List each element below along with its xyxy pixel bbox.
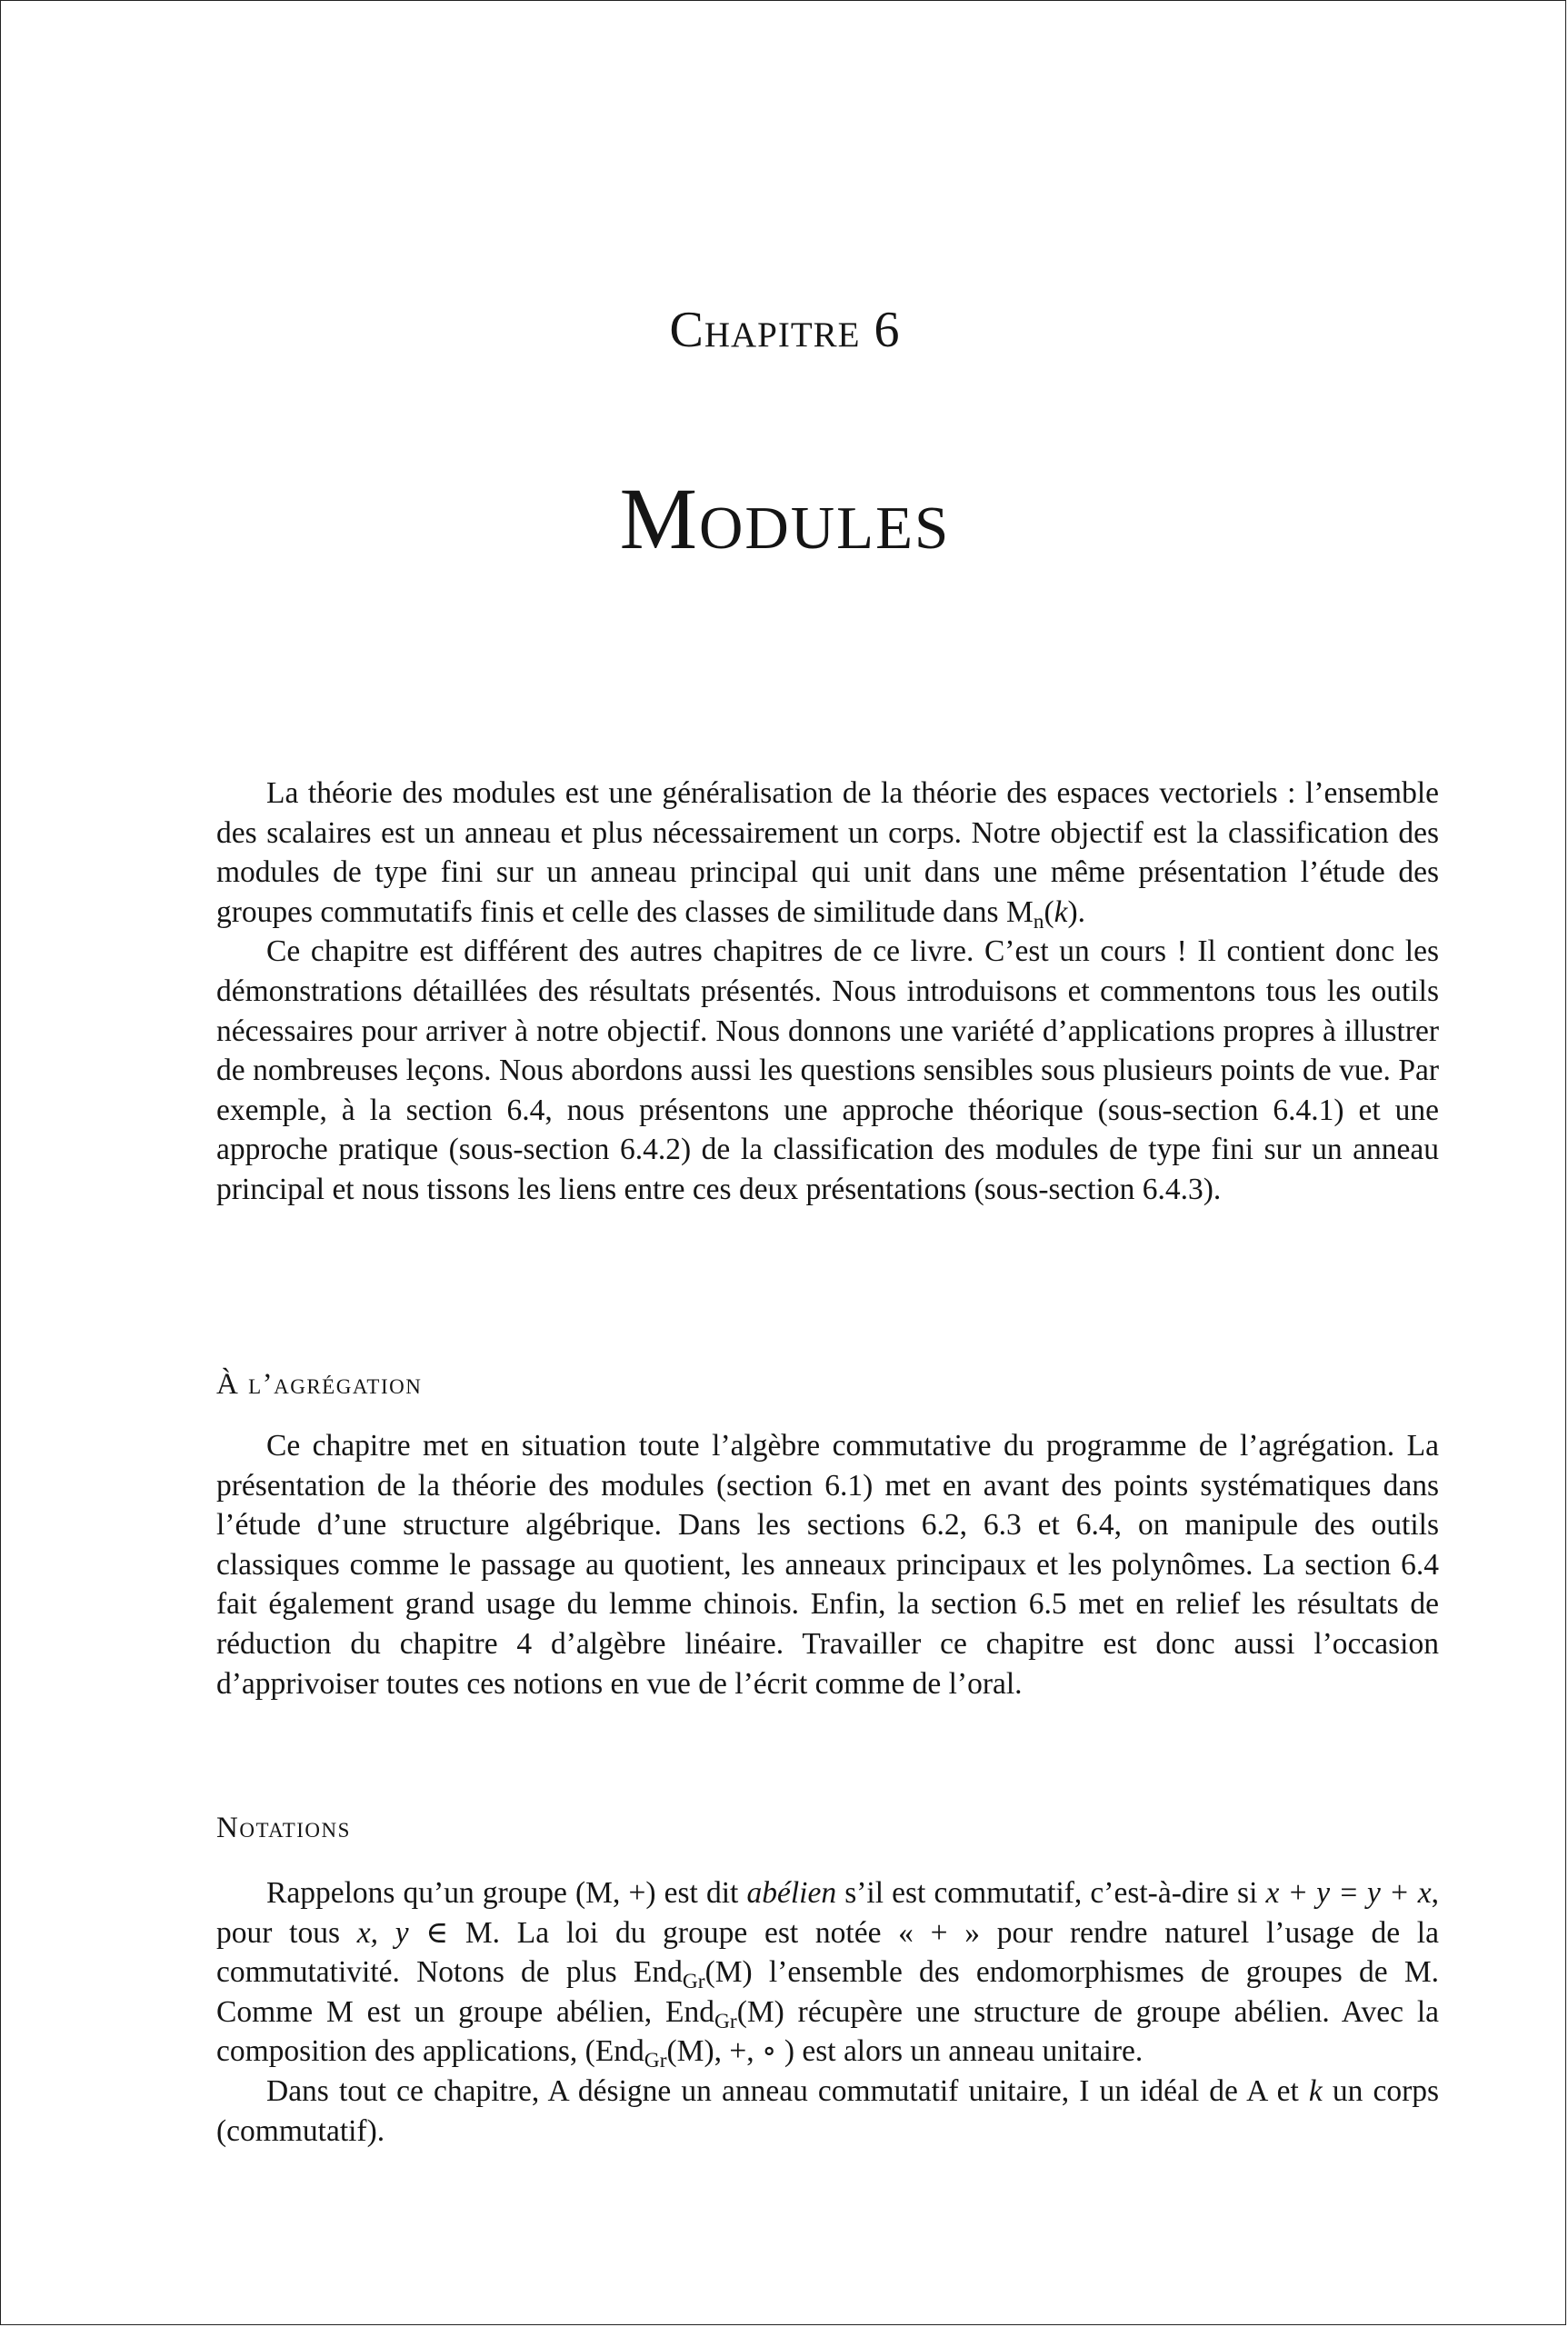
intro-paragraph-1: La théorie des modules est une généralisation de la théorie des espaces vectoriels : l’ensemble des scalaires est un anneau et plus nécessairement un corps. Notre objectif est la classification des modules de type fini sur un anneau principal qui unit dans une même présentation l’étude des groupes commutatifs finis et celle des classes de similitude dans $M_n(k)$. [216,776,1439,934]
notations-paragraph-2: Dans tout ce chapitre, A désigne un anneau commutatif unitaire, I un idéal de A et k un corps (commutatif). [216,2073,1440,2148]
chapter-title: Modules [619,470,951,567]
intro-section [216,774,1439,1210]
agregation-section [216,1426,1439,1703]
notations-section [216,1873,1439,2151]
notations-paragraph-1: Rappelons qu’un groupe (M, +) est dit abélien s’il est commutatif, c’est-à-dire si x + y = y + x, pour tous x, y ∈ M. La loi du groupe est notée « + » pour rendre naturel l’usage de la commutativité. Notons de plus End$_{Gr}$(M) l’ensemble des endomorphismes de groupes de M. Comme M est un groupe abélien, End$_{Gr}$(M) récupère une structure de groupe abélien. Avec la composition des applications, (End$_{Gr}$(M), +, ∘ ) est alors un anneau unitaire. [216,1876,1439,2073]
section-heading-agregation: À l’agrégation [216,1368,423,1401]
section-heading-notations: Notations [216,1812,351,1844]
agregation-paragraph: Ce chapitre met en situation toute l’algèbre commutative du programme de l’agrégation. La présentation de la théorie des modules (section 6.1) met en avant des points systématiques dans l’étude d’une structure algébrique. Dans les sections 6.2, 6.3 et 6.4, on manipule des outils classiques comme le passage au quotient, les anneaux principaux et les polynômes. La section 6.4 fait également grand usage du lemme chinois. Enfin, la section 6.5 met en relief les résultats de réduction du chapitre 4 d’algèbre linéaire. Travailler ce chapitre est donc aussi l’occasion d’apprivoiser toutes ces notions en vue de l’écrit comme de l’oral. [216,1429,1439,1701]
intro-paragraph-2: Ce chapitre est différent des autres chapitres de ce livre. C’est un cours ! Il contient donc les démonstrations détaillées des résultats présentés. Nous introduisons et commentons tous les outils nécessaires pour arriver à notre objectif. Nous donnons une variété d’applications propres à illustrer de nombreuses leçons. Nous abordons aussi les questions sensibles sous plusieurs points de vue. Par exemple, à la section 6.4, nous présentons une approche théorique (sous-section 6.4.1) et une approche pratique (sous-section 6.4.2) de la classification des modules de type fini sur un anneau principal et nous tissons les liens entre ces deux présentations (sous-section 6.4.3). [216,934,1439,1206]
chapter-label: Chapitre 6 [669,302,901,358]
